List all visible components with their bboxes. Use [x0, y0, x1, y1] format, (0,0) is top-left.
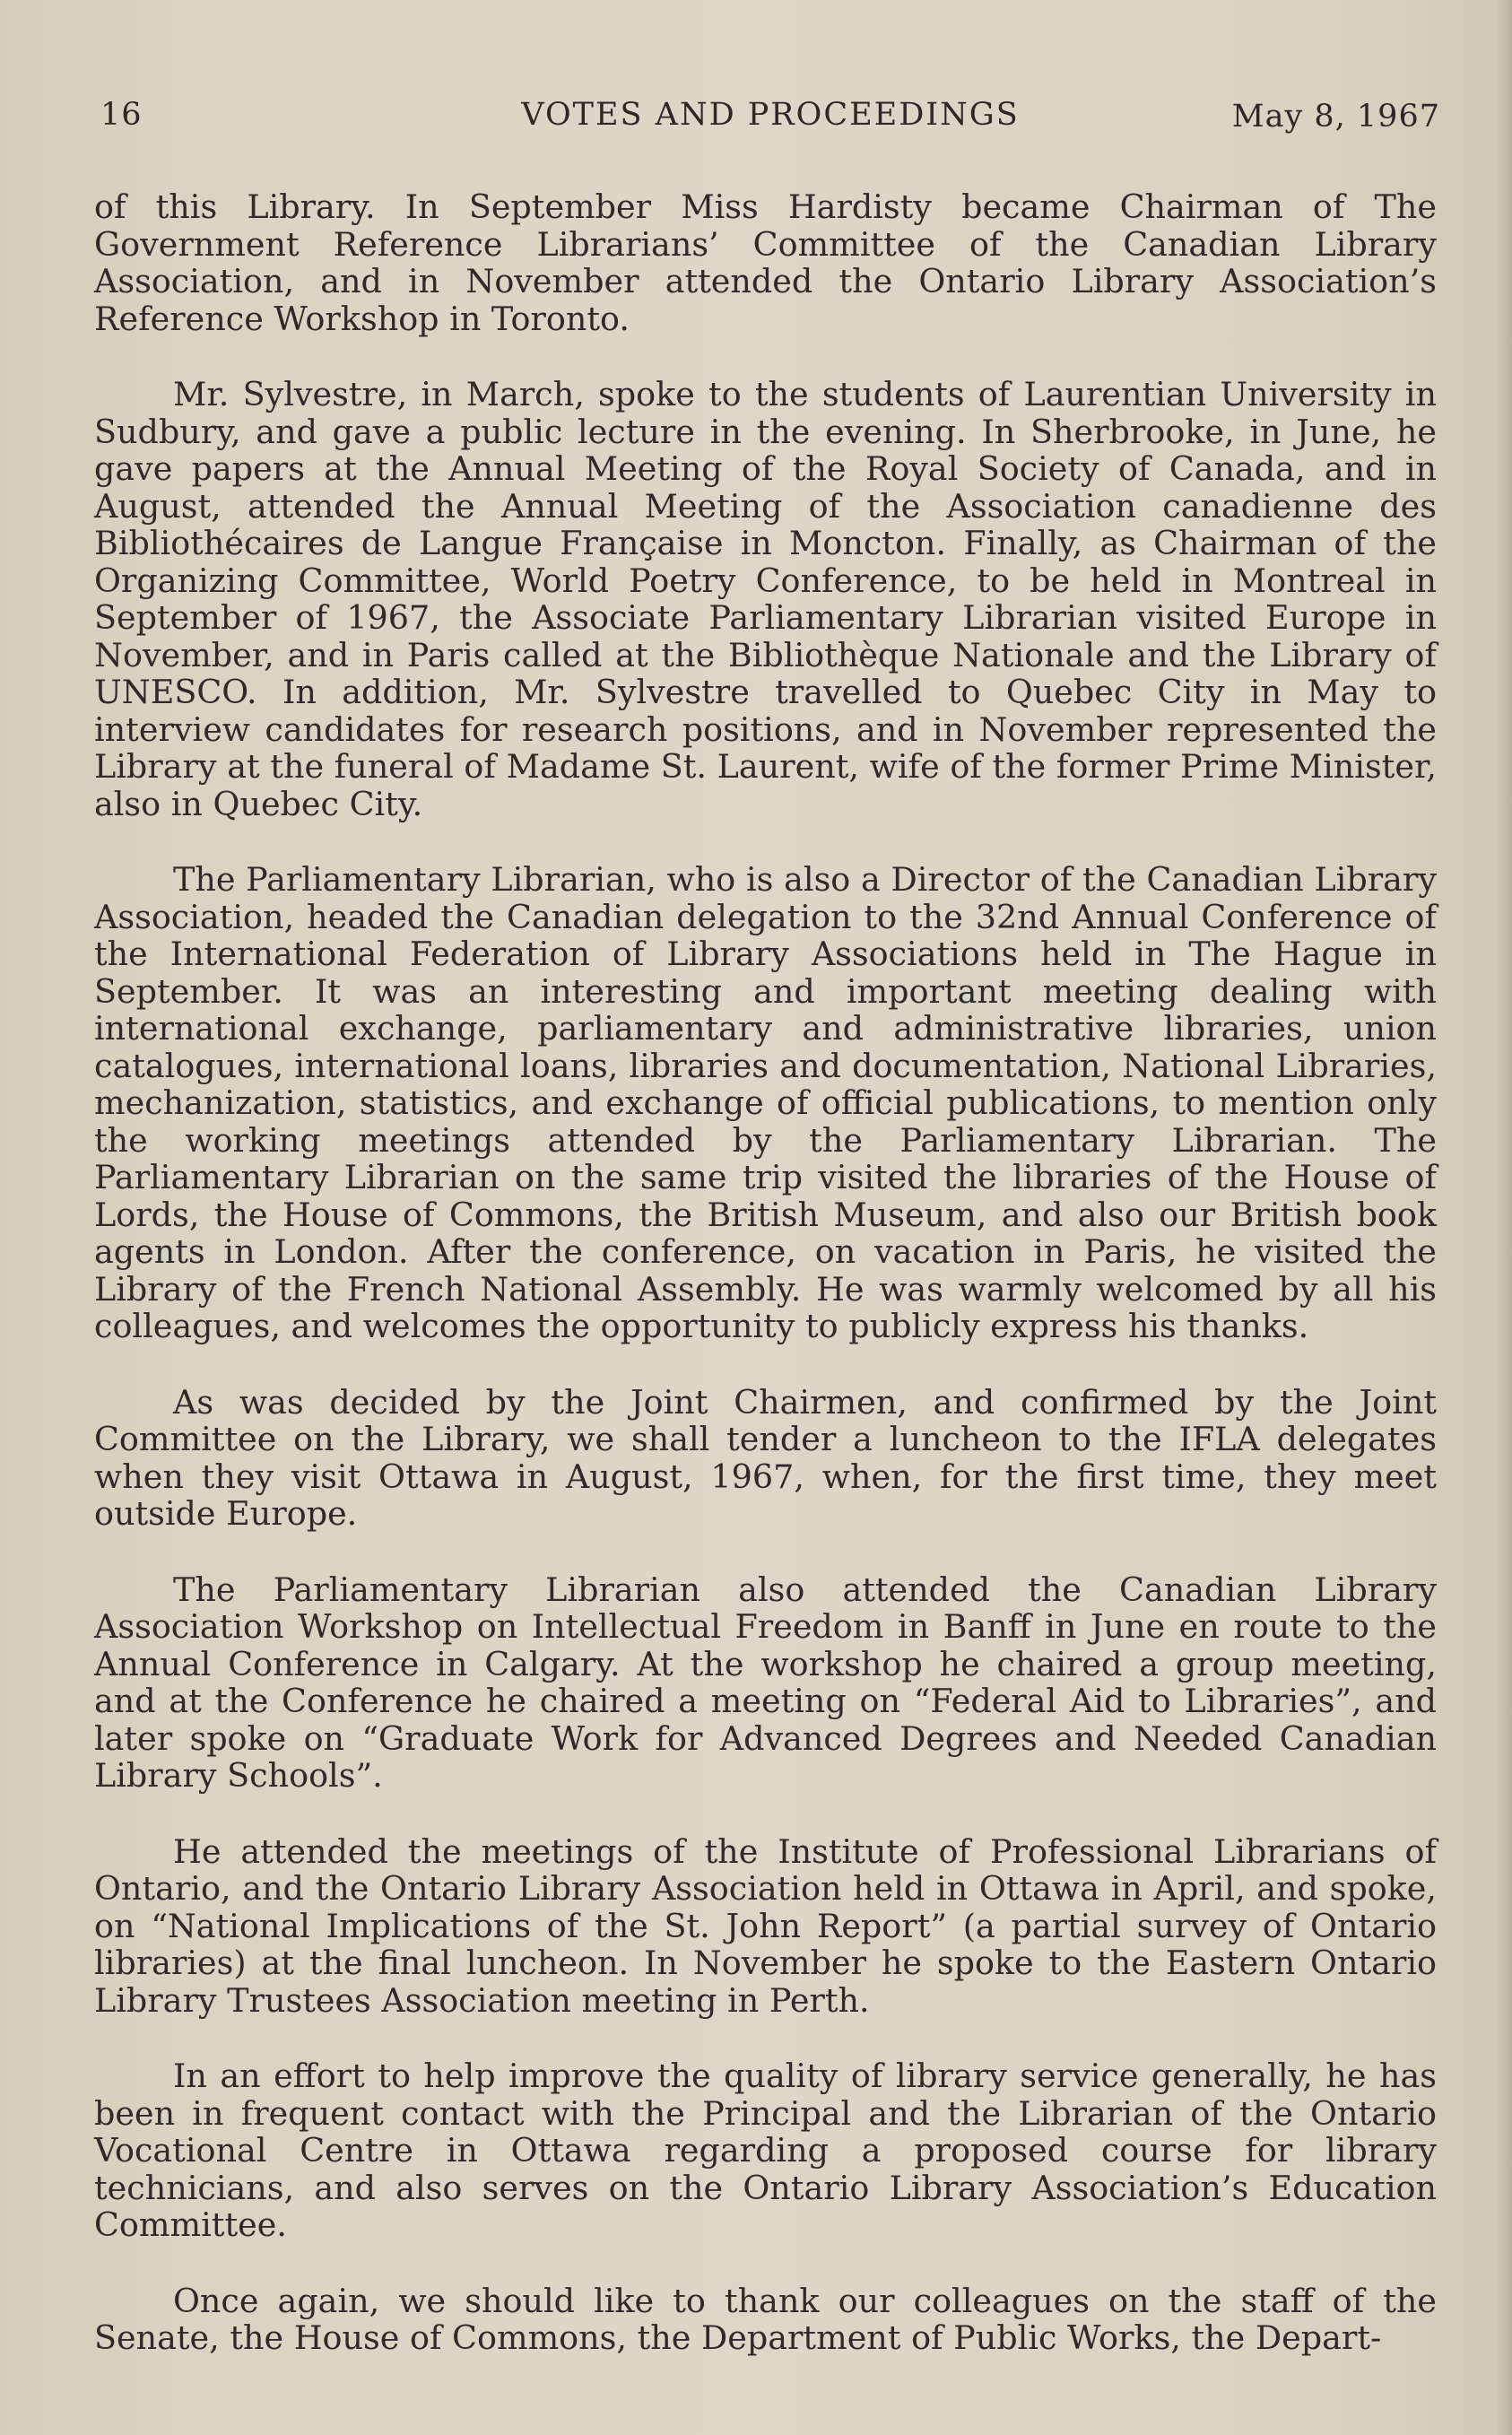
- paragraph-5: The Parliamentary Librarian also attended the Canadian Library Association Workshop on Intellectual Freedom in Banff in June en route to the Annual Conference in Calgary. At the workshop he chaired a group meeting, and at the Conference he chaired a meeting on “Federal Aid to Libraries”, and later spoke on “Graduate Work for Advanced Degrees and Needed Canadian Library Schools”.: [94, 1570, 1437, 1795]
- paragraph-7: In an effort to help improve the quality of library service generally, he has been in frequent contact with the Principal and the Librarian of the Ontario Vocational Centre in Ottawa regarding a proposed course for library technicians, and also serves on the Ontario Library Association’s Education Committee.: [94, 2057, 1437, 2244]
- running-title: VOTES AND PROCEEDINGS: [521, 97, 1020, 133]
- paragraph-6: He attended the meetings of the Institute of Professional Librarians of Ontario, and the Ontario Library Association held in Ottawa in April, and spoke, on “National Implications of the St. John Report” (a partial survey of Ontario libraries) at the final luncheon. In November he spoke to the Eastern Ontario Library Trustees Association meeting in Perth.: [94, 1831, 1437, 2020]
- header-date: May 8, 1967: [1231, 99, 1440, 135]
- page-number: 16: [100, 97, 143, 133]
- paragraph-4: As was decided by the Joint Chairmen, and confirmed by the Joint Committee on the Library, we shall tender a luncheon to the IFLA delegates when they visit Ottawa in August, 1967, when, for the first time, they meet outside Europe.: [94, 1382, 1437, 1533]
- body-text: [94, 188, 1437, 2396]
- paragraph-3: The Parliamentary Librarian, who is also a Director of the Canadian Library Association, headed the Canadian delegation to the 32nd Annual Conference of the International Federation of Library Associations held in The Hague in September. It was an interesting and important meeting dealing with international exchange, parliamentary and administrative libraries, union catalogues, international loans, libraries and documentation, National Libraries, mechanization, statistics, and exchange of official publications, to mention only the working meetings attended by the Parliamentary Librarian. The Parliamentary Librarian on the same trip visited the libraries of the House of Lords, the House of Commons, the British Museum, and also our British book agents in London. After the conference, on vacation in Paris, he visited the Library of the French National Assembly. He was warmly welcomed by all his colleagues, and welcomes the opportunity to publicly express his thanks.: [94, 860, 1437, 1345]
- paragraph-8: Once again, we should like to thank our colleagues on the staff of the Senate, the House of Commons, the Department of Public Works, the Depart-: [94, 2281, 1437, 2357]
- paragraph-2: Mr. Sylvestre, in March, spoke to the students of Laurentian University in Sudbury, and gave a public lecture in the evening. In Sherbrooke, in June, he gave papers at the Annual Meeting of the Royal Society of Canada, and in August, attended the Annual Meeting of the Association canadienne des Bibliothécaires de Langue Française in Moncton. Finally, as Chairman of the Organizing Committee, World Poetry Conference, to be held in Montreal in September of 1967, the Associate Parliamentary Librarian visited Europe in November, and in Paris called at the Bibliothèque Nationale and the Library of UNESCO. In addition, Mr. Sylvestre travelled to Quebec City in May to interview candidates for research positions, and in November represented the Library at the funeral of Madame St. Laurent, wife of the former Prime Minister, also in Quebec City.: [94, 375, 1437, 823]
- paragraph-1: of this Library. In September Miss Hardisty became Chairman of The Government Reference Librarians’ Committee of the Canadian Library Association, and in November attended the Ontario Library Association’s Reference Workshop in Toronto.: [94, 187, 1437, 338]
- page-header: [100, 97, 1440, 142]
